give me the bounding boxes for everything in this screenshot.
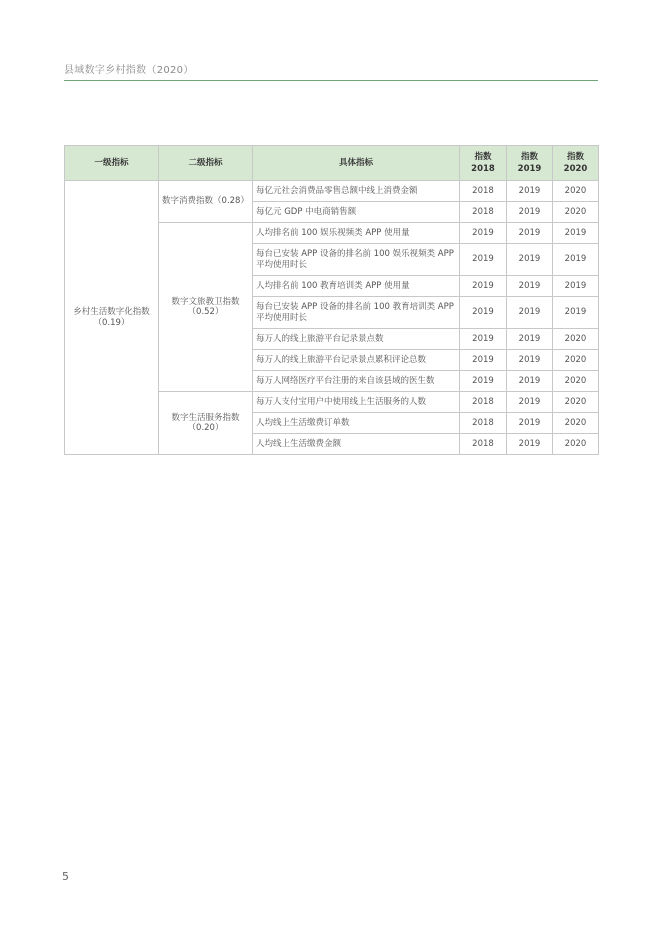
value-cell-2019: 2019 (507, 329, 553, 350)
value-cell-2018: 2018 (460, 413, 507, 434)
col-header-2018-line1: 指数 (474, 152, 492, 162)
level2-cell-life-services (159, 392, 253, 455)
detail-cell: 每万人的线上旅游平台记录景点累积评论总数 (253, 350, 460, 371)
detail-cell: 人均排名前 100 教育培训类 APP 使用量 (253, 276, 460, 297)
detail-cell: 每亿元社会消费品零售总额中线上消费金额 (253, 181, 460, 202)
col-header-level2: 二级指标 (159, 146, 253, 181)
value-cell-2020: 2020 (553, 202, 599, 223)
value-cell-2020: 2020 (553, 413, 599, 434)
value-cell-2018: 2019 (460, 297, 507, 329)
value-cell-2018: 2019 (460, 223, 507, 244)
value-cell-2019: 2019 (507, 371, 553, 392)
value-cell-2019: 2019 (507, 244, 553, 276)
detail-cell: 人均线上生活缴费订单数 (253, 413, 460, 434)
value-cell-2020: 2020 (553, 392, 599, 413)
value-cell-2020: 2020 (553, 434, 599, 455)
value-cell-2020: 2019 (553, 244, 599, 276)
col-header-2019-line1: 指数 (520, 152, 538, 162)
detail-cell: 每亿元 GDP 中电商销售额 (253, 202, 460, 223)
col-header-2018-line2: 2018 (471, 164, 495, 174)
header-divider (64, 80, 598, 81)
value-cell-2020: 2020 (553, 329, 599, 350)
level2-weight: （0.52） (187, 307, 224, 317)
value-cell-2018: 2019 (460, 329, 507, 350)
value-cell-2019: 2019 (507, 434, 553, 455)
col-header-2018 (460, 146, 507, 181)
level1-cell (65, 181, 159, 455)
value-cell-2018: 2018 (460, 181, 507, 202)
value-cell-2018: 2018 (460, 434, 507, 455)
col-header-2019-line2: 2019 (517, 164, 542, 174)
value-cell-2020: 2020 (553, 350, 599, 371)
value-cell-2020: 2019 (553, 297, 599, 329)
value-cell-2019: 2019 (507, 350, 553, 371)
value-cell-2019: 2019 (507, 223, 553, 244)
level2-weight: （0.20） (187, 423, 224, 433)
col-header-detail: 具体指标 (253, 146, 460, 181)
index-table (64, 145, 599, 455)
value-cell-2019: 2019 (507, 413, 553, 434)
level1-weight: （0.19） (93, 317, 130, 328)
value-cell-2020: 2019 (553, 223, 599, 244)
value-cell-2018: 2019 (460, 371, 507, 392)
detail-cell: 人均线上生活缴费金额 (253, 434, 460, 455)
col-header-2020-line2: 2020 (563, 164, 588, 174)
value-cell-2020: 2020 (553, 371, 599, 392)
page-header-title: 县域数字乡村指数（2020） (64, 65, 194, 76)
table-header-row (65, 146, 599, 181)
value-cell-2019: 2019 (507, 276, 553, 297)
value-cell-2018: 2018 (460, 202, 507, 223)
detail-cell: 每万人网络医疗平台注册的来自该县域的医生数 (253, 371, 460, 392)
value-cell-2018: 2019 (460, 276, 507, 297)
value-cell-2019: 2019 (507, 297, 553, 329)
col-header-2020 (553, 146, 599, 181)
detail-cell: 人均排名前 100 娱乐视频类 APP 使用量 (253, 223, 460, 244)
value-cell-2018: 2019 (460, 350, 507, 371)
level2-name: 数字生活服务指数 (171, 412, 240, 423)
col-header-level1: 一级指标 (65, 146, 159, 181)
value-cell-2019: 2019 (507, 202, 553, 223)
value-cell-2019: 2019 (507, 392, 553, 413)
value-cell-2020: 2019 (553, 276, 599, 297)
value-cell-2018: 2019 (460, 244, 507, 276)
detail-cell: 每台已安装 APP 设备的排名前 100 娱乐视频类 APP 平均使用时长 (253, 244, 460, 276)
level2-cell-consumption: 数字消费指数（0.28） (159, 181, 253, 223)
level1-name: 乡村生活数字化指数 (73, 307, 150, 317)
level2-name: 数字文旅教卫指数 (171, 296, 240, 307)
page-number: 5 (62, 870, 69, 883)
detail-cell: 每万人支付宝用户中使用线上生活服务的人数 (253, 392, 460, 413)
col-header-2020-line1: 指数 (566, 152, 584, 162)
table-row (65, 181, 599, 202)
value-cell-2019: 2019 (507, 181, 553, 202)
level2-cell-culture-travel-edu-health (159, 223, 253, 392)
col-header-2019 (507, 146, 553, 181)
detail-cell: 每台已安装 APP 设备的排名前 100 教育培训类 APP 平均使用时长 (253, 297, 460, 329)
value-cell-2018: 2018 (460, 392, 507, 413)
detail-cell: 每万人的线上旅游平台记录景点数 (253, 329, 460, 350)
value-cell-2020: 2020 (553, 181, 599, 202)
